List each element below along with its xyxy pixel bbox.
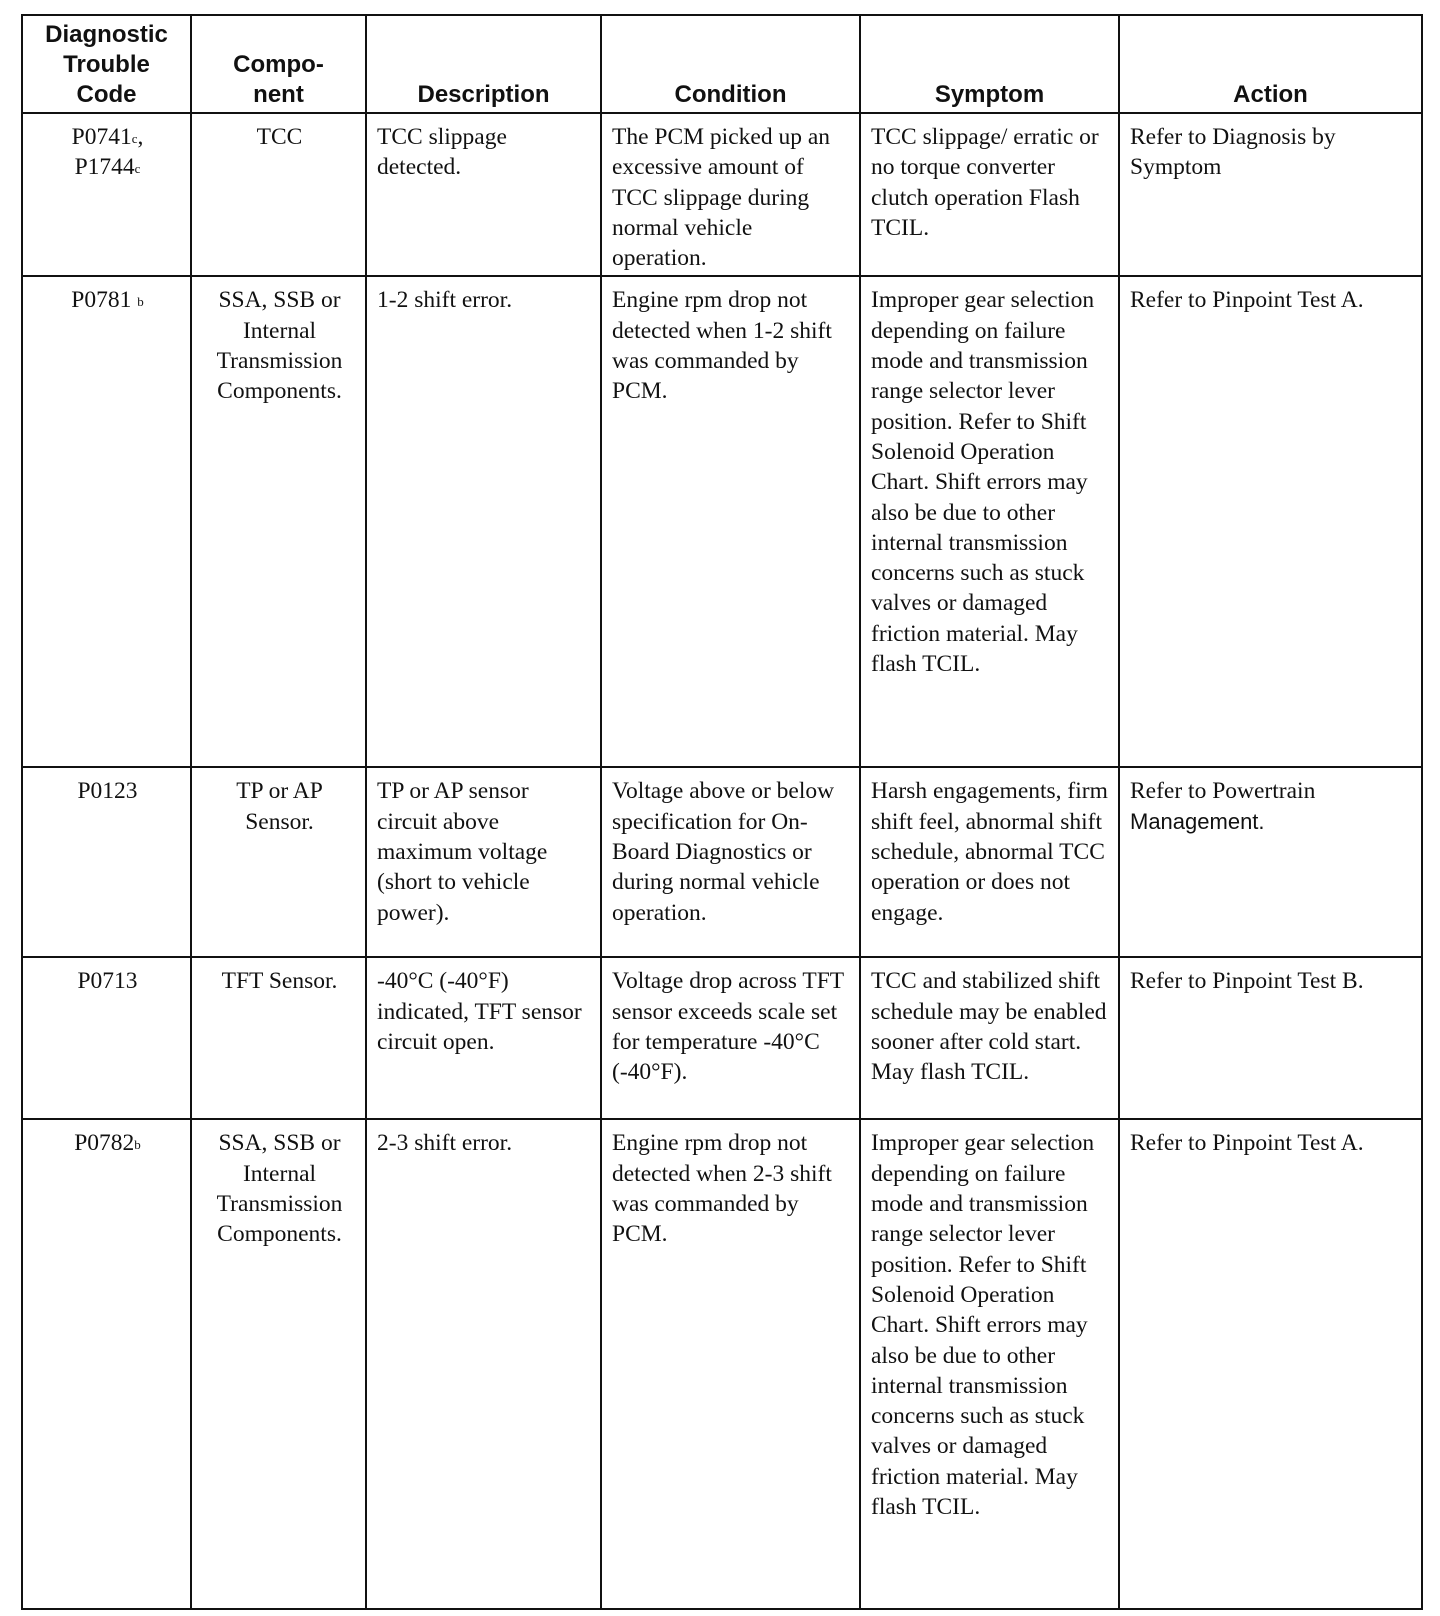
code-cell: P0123 — [22, 767, 191, 957]
condition-cell: Voltage drop across TFT sensor exceeds scale set for temperature -40°C (-40°F). — [601, 957, 860, 1119]
component-cell: TP or AP Sensor. — [191, 767, 366, 957]
header-description: Description — [366, 15, 601, 113]
condition-cell: Voltage above or below specification for On-Board Diagnostics or during normal vehicle operation. — [601, 767, 860, 957]
action-cell: Refer to Pinpoint Test A. — [1119, 276, 1422, 767]
action-cell: Refer to Pinpoint Test B. — [1119, 957, 1422, 1119]
description-cell: TP or AP sensor circuit above maximum voltage (short to vehicle power). — [366, 767, 601, 957]
table-row — [22, 767, 1422, 957]
code-cell: P0713 — [22, 957, 191, 1119]
action-cell: Refer to Powertrain Management. — [1119, 767, 1422, 957]
component-cell: TFT Sensor. — [191, 957, 366, 1119]
condition-cell: Engine rpm drop not detected when 2-3 shift was commanded by PCM. — [601, 1119, 860, 1609]
symptom-cell: TCC and stabilized shift schedule may be enabled sooner after cold start. May flash TCIL. — [860, 957, 1119, 1119]
component-cell: SSA, SSB or Internal Transmission Components. — [191, 276, 366, 767]
description-cell: 1-2 shift error. — [366, 276, 601, 767]
symptom-cell: TCC slippage/ erratic or no torque converter clutch operation Flash TCIL. — [860, 113, 1119, 276]
code-cell: P0741$^c$, P1744$^c$ — [22, 113, 191, 276]
component-cell: TCC — [191, 113, 366, 276]
symptom-cell: Improper gear selection depending on failure mode and transmission range selector lever position. Refer to Shift Solenoid Operation Chart. Shift errors may also be due to other internal transmission concerns such as stuck valves or damaged friction material. May flash TCIL. — [860, 276, 1119, 767]
header-symptom: Symptom — [860, 15, 1119, 113]
header-row — [22, 15, 1422, 113]
component-cell: SSA, SSB or Internal Transmission Components. — [191, 1119, 366, 1609]
header-code: Diagnostic Trouble Code — [22, 15, 191, 113]
description-cell: -40°C (-40°F) indicated, TFT sensor circuit open. — [366, 957, 601, 1119]
condition-cell: Engine rpm drop not detected when 1-2 shift was commanded by PCM. — [601, 276, 860, 767]
description-cell: 2-3 shift error. — [366, 1119, 601, 1609]
condition-cell: The PCM picked up an excessive amount of TCC slippage during normal vehicle operation. — [601, 113, 860, 276]
header-component: Compo- nent — [191, 15, 366, 113]
description-cell: TCC slippage detected. — [366, 113, 601, 276]
table-row — [22, 276, 1422, 767]
table-row — [22, 957, 1422, 1119]
code-cell: P0781 $^b$ — [22, 276, 191, 767]
symptom-cell: Harsh engagements, firm shift feel, abnormal shift schedule, abnormal TCC operation or does not engage. — [860, 767, 1119, 957]
table-row — [22, 1119, 1422, 1609]
action-cell: Refer to Diagnosis by Symptom — [1119, 113, 1422, 276]
table-row — [22, 113, 1422, 276]
header-condition: Condition — [601, 15, 860, 113]
code-cell: P0782$^b$ — [22, 1119, 191, 1609]
header-action: Action — [1119, 15, 1422, 113]
dtc-table — [21, 14, 1423, 1610]
symptom-cell: Improper gear selection depending on failure mode and transmission range selector lever position. Refer to Shift Solenoid Operation Chart. Shift errors may also be due to other internal transmission concerns such as stuck valves or damaged friction material. May flash TCIL. — [860, 1119, 1119, 1609]
action-cell: Refer to Pinpoint Test A. — [1119, 1119, 1422, 1609]
